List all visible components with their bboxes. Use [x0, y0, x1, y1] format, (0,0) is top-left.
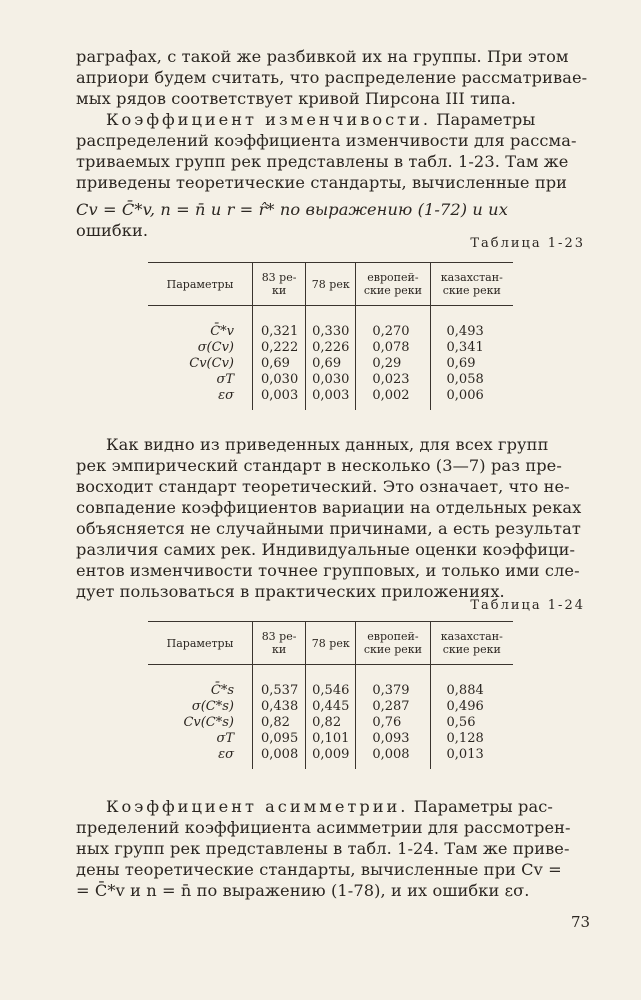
table-row: [148, 388, 513, 410]
value-cell: 0,379: [356, 665, 430, 700]
table-row: [148, 699, 513, 715]
value-cell: 0,493: [430, 306, 513, 341]
param-cell: σT: [216, 731, 234, 746]
header-cell: европей-ские реки: [356, 622, 430, 665]
value-cell: 0,226: [306, 340, 356, 356]
header-cell: 83 ре-ки: [253, 622, 306, 665]
section-heading-variability: Коэффициент изменчивости.: [106, 110, 432, 129]
text-line: объясняется не случайными причинами, а есть результат: [76, 519, 581, 538]
header-cell: казахстан-ские реки: [430, 622, 513, 665]
value-cell: 0,003: [253, 388, 306, 410]
header-cell: казахстан-ские реки: [430, 263, 513, 306]
value-cell: 0,222: [253, 340, 306, 356]
value-cell: 0,496: [430, 699, 513, 715]
table-row: [148, 356, 513, 372]
value-cell: 0,330: [306, 306, 356, 341]
table-row: [148, 715, 513, 731]
value-cell: 0,82: [306, 715, 356, 731]
param-cell: σ(C*s): [191, 699, 234, 714]
value-cell: 0,008: [356, 747, 430, 769]
paragraph-4: [76, 796, 586, 901]
value-cell: 0,321: [253, 306, 306, 341]
header-cell: Параметры: [148, 622, 253, 665]
table-header-row: [148, 263, 513, 306]
value-cell: 0,128: [430, 731, 513, 747]
value-cell: 0,009: [306, 747, 356, 769]
value-cell: 0,078: [356, 340, 430, 356]
table-header-row: [148, 622, 513, 665]
table-1-24: [148, 621, 513, 769]
value-cell: 0,537: [253, 665, 306, 700]
table-caption-1-24: Таблица 1-24: [470, 598, 585, 613]
text-line: априори будем считать, что распределение рассматривае-: [76, 68, 588, 87]
param-cell: εσ: [218, 747, 234, 762]
value-cell: 0,101: [306, 731, 356, 747]
header-cell: 78 рек: [306, 263, 356, 306]
paragraph-1: [76, 46, 586, 109]
value-cell: 0,003: [306, 388, 356, 410]
param-cell: Cv(C*s): [183, 715, 234, 730]
text-line: Параметры рас-: [408, 797, 553, 816]
header-cell: 83 ре-ки: [253, 263, 306, 306]
text-line: рек эмпирический стандарт в несколько (3—7) раз пре-: [76, 456, 562, 475]
param-cell: Cv(Cv): [189, 356, 234, 371]
table-row: [148, 340, 513, 356]
text-line: триваемых групп рек представлены в табл. 1-23. Там же: [76, 152, 569, 171]
text-line: Как видно из приведенных данных, для всех групп: [106, 435, 549, 454]
section-heading-asymmetry: Коэффициент асимметрии.: [106, 797, 409, 816]
value-cell: 0,023: [356, 372, 430, 388]
param-cell: σ(Cv): [197, 340, 234, 355]
paragraph-2: [76, 109, 586, 241]
table-row: [148, 372, 513, 388]
value-cell: 0,006: [430, 388, 513, 410]
table-1-23: [148, 262, 513, 410]
value-cell: 0,445: [306, 699, 356, 715]
value-cell: 0,69: [253, 356, 306, 372]
value-cell: 0,56: [430, 715, 513, 731]
page-number: 73: [571, 913, 591, 931]
value-cell: 0,030: [253, 372, 306, 388]
text-line: дует пользоваться в практических приложениях.: [76, 582, 505, 601]
text-line: раграфах, с такой же разбивкой их на группы. При этом: [76, 47, 569, 66]
paragraph-3: [76, 434, 586, 602]
text-line: = C̄*v и n = n̄ по выражению (1-78), и их ошибки εσ.: [76, 881, 530, 900]
table-row: [148, 731, 513, 747]
value-cell: 0,058: [430, 372, 513, 388]
text-line: Параметры: [431, 110, 536, 129]
text-line: распределений коэффициента изменчивости для рассма-: [76, 131, 577, 150]
value-cell: 0,69: [430, 356, 513, 372]
text-line: мых рядов соответствует кривой Пирсона III типа.: [76, 89, 516, 108]
table-row: [148, 747, 513, 769]
value-cell: 0,093: [356, 731, 430, 747]
text-line: ентов изменчивости точнее групповых, и только ими сле-: [76, 561, 580, 580]
value-cell: 0,030: [306, 372, 356, 388]
param-cell: C̄*s: [210, 683, 234, 698]
value-cell: 0,69: [306, 356, 356, 372]
header-cell: 78 рек: [306, 622, 356, 665]
text-line: приведены теоретические стандарты, вычисленные при: [76, 173, 568, 192]
value-cell: 0,29: [356, 356, 430, 372]
text-line: восходит стандарт теоретический. Это означает, что не-: [76, 477, 570, 496]
text-line: совпадение коэффициентов вариации на отдельных реках: [76, 498, 582, 517]
value-cell: 0,341: [430, 340, 513, 356]
header-cell: европей-ские реки: [356, 263, 430, 306]
text-line: дены теоретические стандарты, вычисленные при Cv =: [76, 860, 562, 879]
value-cell: 0,270: [356, 306, 430, 341]
value-cell: 0,008: [253, 747, 306, 769]
header-cell: Параметры: [148, 263, 253, 306]
table-row: [148, 665, 513, 700]
value-cell: 0,82: [253, 715, 306, 731]
table-row: [148, 306, 513, 341]
value-cell: 0,546: [306, 665, 356, 700]
param-cell: C̄*v: [210, 324, 234, 339]
value-cell: 0,002: [356, 388, 430, 410]
text-line: пределений коэффициента асимметрии для рассмотрен-: [76, 818, 571, 837]
text-line: ных групп рек представлены в табл. 1-24. Там же приве-: [76, 839, 570, 858]
text-line: различия самих рек. Индивидуальные оценки коэффици-: [76, 540, 576, 559]
text-line: ошибки.: [76, 221, 149, 240]
param-cell: εσ: [218, 388, 234, 403]
value-cell: 0,76: [356, 715, 430, 731]
value-cell: 0,013: [430, 747, 513, 769]
table-caption-1-23: Таблица 1-23: [470, 236, 585, 251]
value-cell: 0,884: [430, 665, 513, 700]
value-cell: 0,287: [356, 699, 430, 715]
param-cell: σT: [216, 372, 234, 387]
formula-line: Cv = C̄*v, n = n̄ и r = r̂* по выражению (1-72) и их: [76, 200, 508, 219]
value-cell: 0,438: [253, 699, 306, 715]
value-cell: 0,095: [253, 731, 306, 747]
